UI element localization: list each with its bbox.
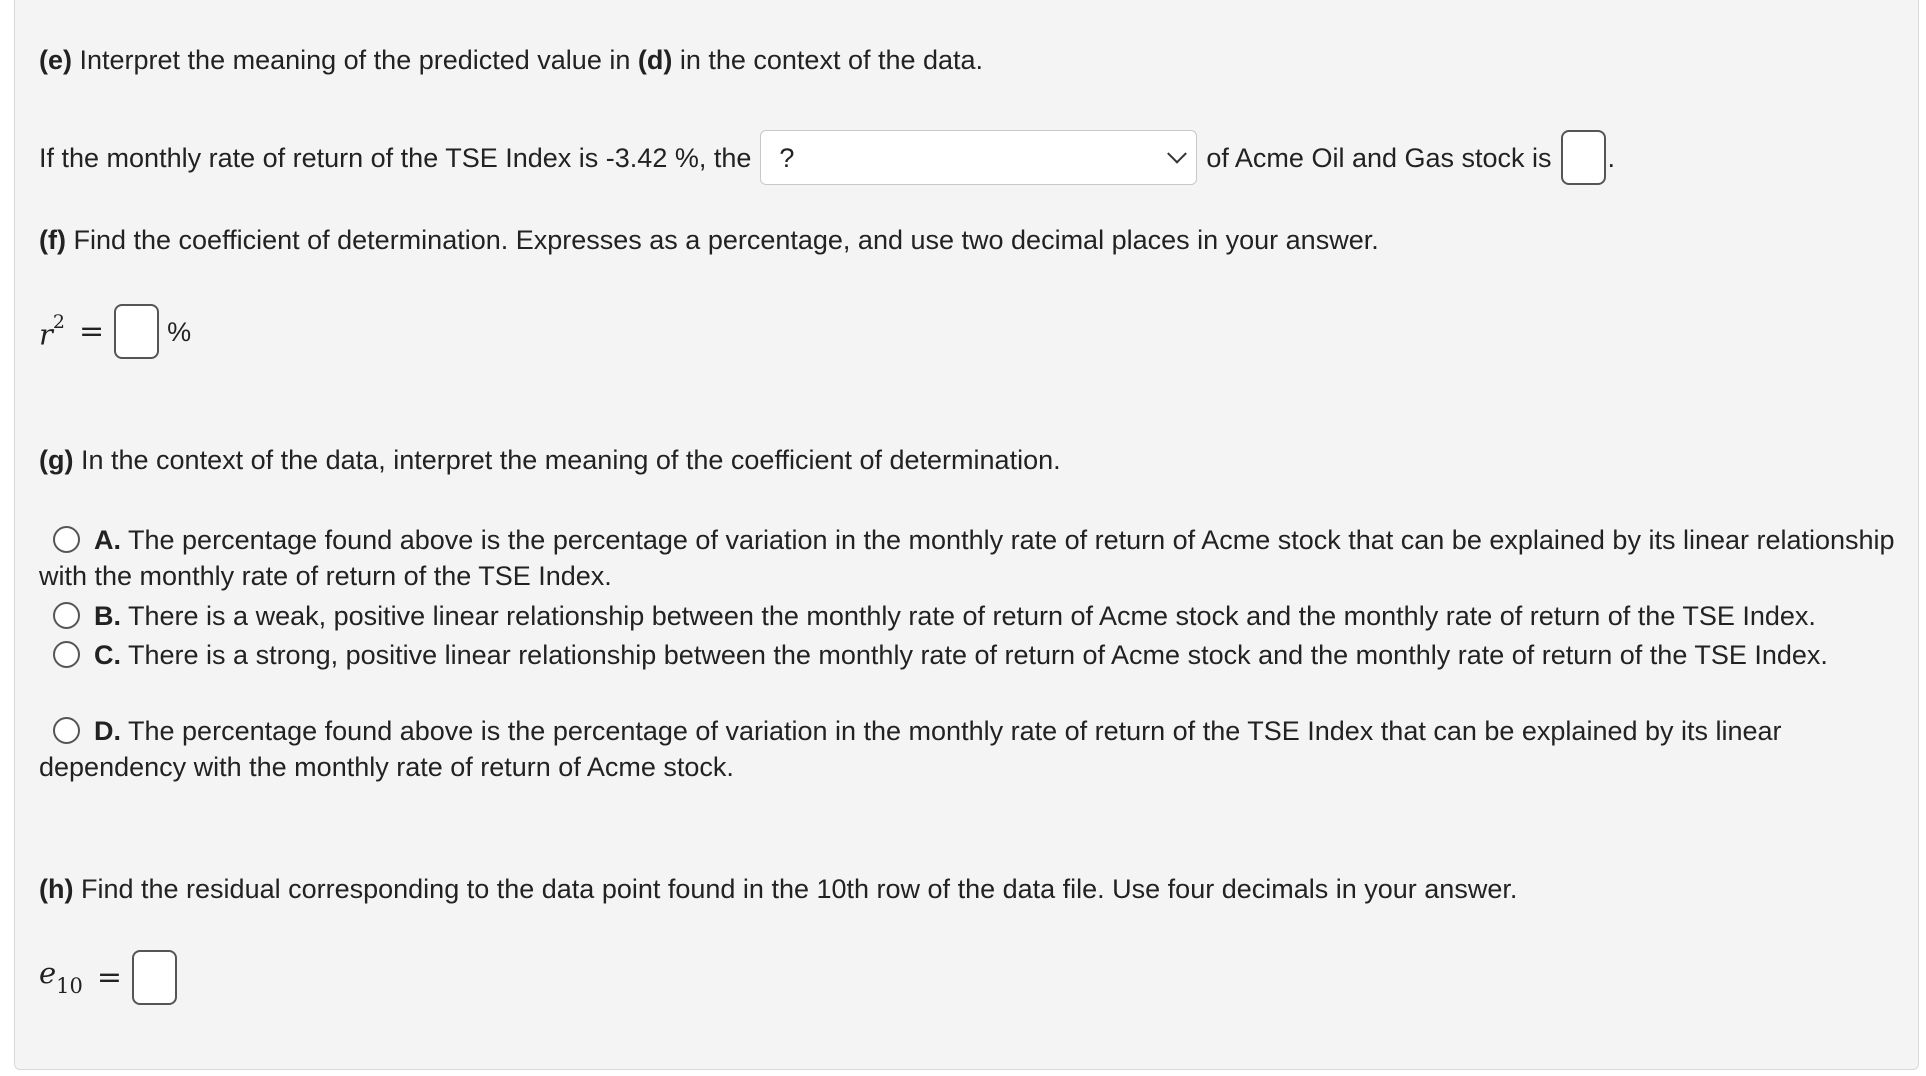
option-b[interactable]: [39, 598, 1919, 634]
option-d[interactable]: [39, 713, 1919, 785]
part-e-label: (e): [39, 45, 72, 75]
r-squared-symbol: [39, 310, 65, 353]
part-g-prompt-text: In the context of the data, interpret the meaning of the coefficient of determination.: [73, 445, 1061, 475]
part-h-label: (h): [39, 874, 74, 904]
option-c-text: There is a strong, positive linear relationship between the monthly rate of return of Acme stock and the monthly rate of return of the TSE Index.: [121, 640, 1828, 670]
option-d-text: The percentage found above is the percentage of variation in the monthly rate of return of the TSE Index that can be explained by its linear dependency with the monthly rate of return of Acme stock.: [39, 716, 1782, 782]
part-f-prompt-text: Find the coefficient of determination. Expresses as a percentage, and use two decimal places in your answer.: [65, 225, 1379, 255]
e-var: e: [39, 955, 57, 990]
residual-symbol: [39, 955, 83, 1001]
part-e-ref: (d): [637, 45, 673, 75]
part-e-dropdown-value: ?: [779, 142, 795, 173]
part-e-sentence-start: If the monthly rate of return of the TSE Index is -3.42 %, the: [39, 142, 752, 173]
part-f-prompt: [39, 222, 1379, 258]
part-e-prompt: [39, 42, 983, 78]
question-panel: [14, 0, 1919, 1070]
e-subscript: 10: [56, 974, 83, 999]
option-c-letter: C.: [94, 640, 121, 670]
r-squared-input[interactable]: [114, 304, 159, 359]
part-e-answer-row: [39, 130, 1615, 185]
part-f-answer-row: [39, 304, 191, 359]
r-var: r: [39, 317, 53, 352]
chevron-down-icon: [1167, 143, 1187, 163]
part-e-sentence-end: of Acme Oil and Gas stock is: [1206, 142, 1552, 173]
option-b-text: There is a weak, positive linear relationship between the monthly rate of return of Acme stock and the monthly rate of return of the TSE Index.: [121, 601, 1816, 631]
part-h-prompt-text: Find the residual corresponding to the data point found in the 10th row of the data file. Use four decimals in your answer.: [73, 874, 1518, 904]
option-c[interactable]: [39, 637, 1919, 673]
part-g-prompt: [39, 442, 1061, 478]
part-e-prompt-text-end: in the context of the data.: [672, 45, 984, 75]
option-a-text: The percentage found above is the percentage of variation in the monthly rate of return of Acme stock that can be explained by its linear relationship with the monthly rate of return of the TSE Index.: [39, 525, 1895, 591]
option-a-radio[interactable]: [53, 526, 80, 553]
option-b-radio[interactable]: [53, 602, 80, 629]
option-a-letter: A.: [94, 525, 121, 555]
part-e-dropdown[interactable]: [760, 130, 1197, 185]
percent-unit: %: [167, 316, 192, 347]
part-h-prompt: [39, 871, 1517, 907]
part-e-prompt-text: Interpret the meaning of the predicted value in: [72, 45, 638, 75]
residual-input[interactable]: [132, 950, 177, 1005]
part-e-answer-input[interactable]: [1561, 130, 1606, 185]
part-f-label: (f): [39, 225, 66, 255]
part-g-label: (g): [39, 445, 74, 475]
equals-sign: =: [78, 313, 105, 349]
option-b-letter: B.: [94, 601, 121, 631]
option-d-radio[interactable]: [53, 717, 80, 744]
part-h-answer-row: [39, 950, 177, 1005]
option-c-radio[interactable]: [53, 641, 80, 668]
option-a[interactable]: [39, 522, 1919, 594]
r-exponent: 2: [52, 311, 65, 334]
equals-sign-h: =: [96, 959, 123, 995]
option-d-letter: D.: [94, 716, 121, 746]
part-e-period: .: [1607, 142, 1616, 173]
